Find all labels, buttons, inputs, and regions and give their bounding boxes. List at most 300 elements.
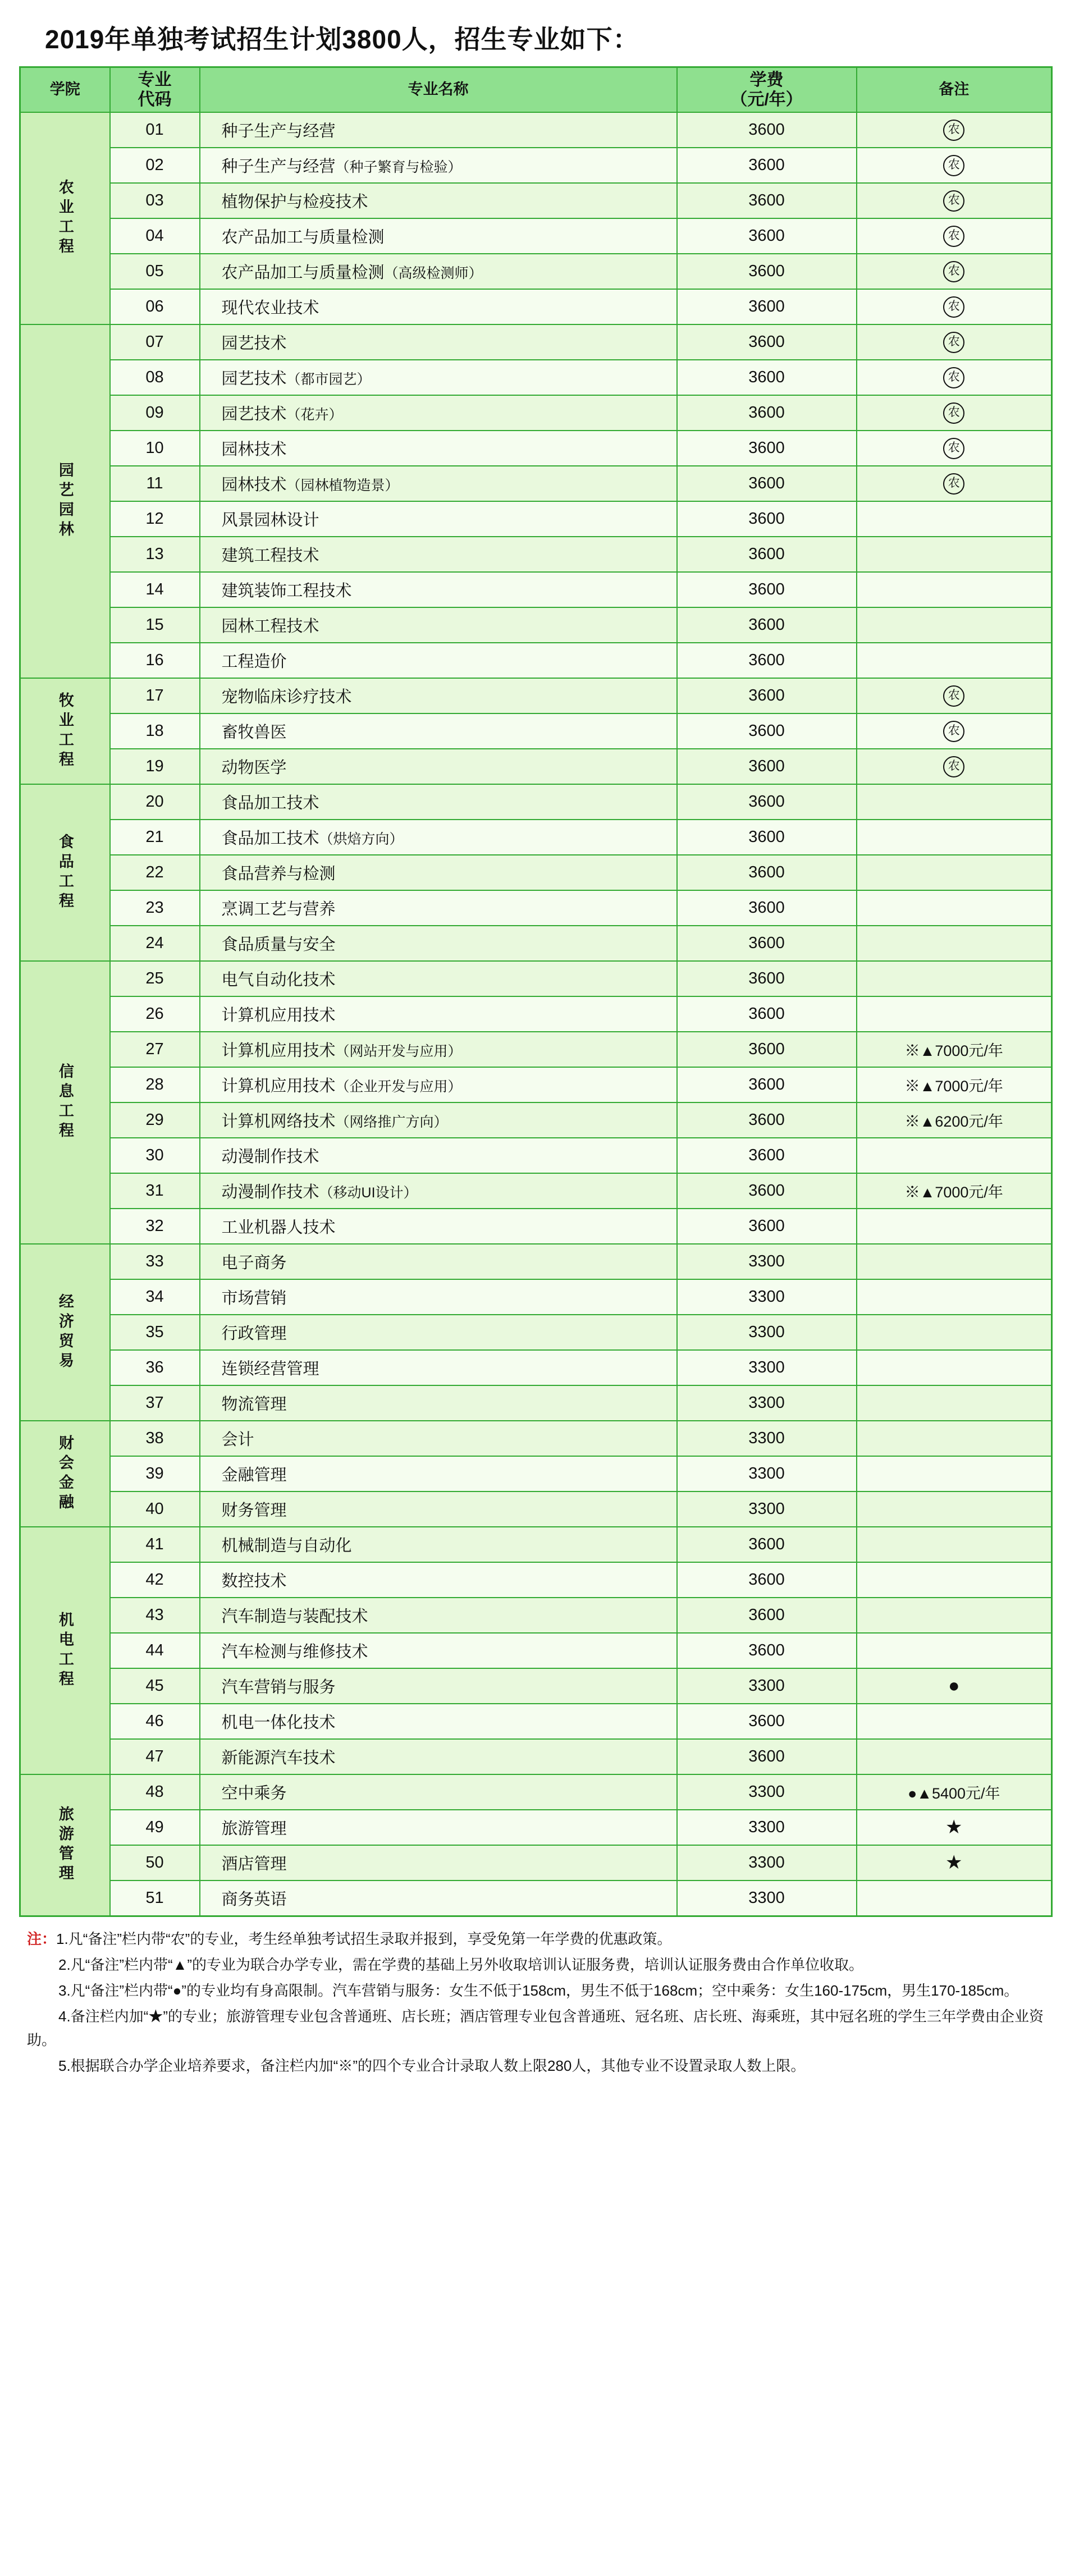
major-code-cell: 50 [110,1845,200,1880]
column-header-note: 备注 [857,67,1052,113]
tuition-fee-cell: 3600 [677,1209,857,1244]
table-row [20,183,1052,218]
major-name-cell: 畜牧兽医 [200,713,677,749]
major-name-cell: 园艺技术（花卉） [200,395,677,431]
major-name-cell: 植物保护与检疫技术 [200,183,677,218]
agriculture-free-tuition-icon: 农 [943,226,964,247]
note-cell [857,784,1052,820]
major-name-cell: 动物医学 [200,749,677,784]
tuition-fee-cell: 3600 [677,1138,857,1173]
table-row [20,643,1052,678]
agriculture-free-tuition-icon: 农 [943,296,964,318]
tuition-fee-cell: 3600 [677,1633,857,1668]
major-name-cell: 种子生产与经营（种子繁育与检验） [200,148,677,183]
major-name-cell: 会计 [200,1421,677,1456]
major-code-cell: 35 [110,1315,200,1350]
footnote-item: 3.凡“备注”栏内带“●”的专业均有身高限制。汽车营销与服务：女生不低于158cm，男生不低于168cm；空中乘务：女生160-175cm，男生170-185cm。 [58,1982,1019,1999]
tuition-fee-cell: 3300 [677,1456,857,1491]
note-cell [857,678,1052,713]
tuition-fee-cell: 3600 [677,607,857,643]
major-code-cell: 02 [110,148,200,183]
note-cell [857,1704,1052,1739]
note-cell [857,324,1052,360]
tuition-fee-cell: 3300 [677,1491,857,1527]
table-row [20,1774,1052,1810]
major-name-cell: 汽车检测与维修技术 [200,1633,677,1668]
major-name-cell: 食品加工技术（烘焙方向） [200,820,677,855]
major-name-cell: 机电一体化技术 [200,1704,677,1739]
agriculture-free-tuition-icon: 农 [943,367,964,388]
agriculture-free-tuition-icon: 农 [943,473,964,495]
major-name-cell: 食品加工技术 [200,784,677,820]
major-name-suffix: （花卉） [286,407,343,423]
major-name-cell: 行政管理 [200,1315,677,1350]
major-code-cell: 05 [110,254,200,289]
major-code-cell: 43 [110,1598,200,1633]
table-row [20,218,1052,254]
table-row [20,1845,1052,1880]
college-name: 牧业工程 [56,692,74,771]
major-name-cell: 连锁经营管理 [200,1350,677,1385]
table-row [20,1032,1052,1067]
major-name-cell: 空中乘务 [200,1774,677,1810]
major-name-cell: 计算机应用技术（网站开发与应用） [200,1032,677,1067]
major-code-cell: 11 [110,466,200,501]
agriculture-free-tuition-icon: 农 [943,402,964,424]
major-name-cell: 建筑装饰工程技术 [200,572,677,607]
column-header-college: 学院 [20,67,110,113]
major-code-cell: 40 [110,1491,200,1527]
major-name-cell: 农产品加工与质量检测（高级检测师） [200,254,677,289]
tuition-fee-cell: 3600 [677,289,857,324]
major-name-cell: 现代农业技术 [200,289,677,324]
tuition-fee-cell: 3600 [677,961,857,996]
table-row [20,572,1052,607]
note-cell [857,1845,1052,1880]
note-cell [857,1810,1052,1845]
table-row [20,1598,1052,1633]
major-name-cell: 新能源汽车技术 [200,1739,677,1774]
note-cell [857,289,1052,324]
table-row [20,1668,1052,1704]
college-name: 财会金融 [56,1434,74,1513]
major-name-suffix: （移动UI设计） [319,1185,418,1201]
major-code-cell: 16 [110,643,200,678]
table-row [20,1739,1052,1774]
major-name-cell: 金融管理 [200,1456,677,1491]
major-name-suffix: （高级检测师） [384,266,483,281]
tuition-fee-cell: 3600 [677,112,857,148]
tuition-fee-cell: 3300 [677,1810,857,1845]
note-cell [857,1880,1052,1916]
note-cell [857,1385,1052,1421]
note-cell [857,1562,1052,1598]
major-name-cell: 计算机应用技术 [200,996,677,1032]
note-cell [857,360,1052,395]
note-cell [857,996,1052,1032]
table-row [20,1385,1052,1421]
college-cell [20,1774,110,1916]
note-cell [857,1421,1052,1456]
table-row [20,1491,1052,1527]
tuition-fee-cell: 3600 [677,360,857,395]
column-header-fee-line1: 学费 [749,70,784,89]
major-code-cell: 03 [110,183,200,218]
major-code-cell: 22 [110,855,200,890]
college-name: 信息工程 [56,1063,74,1142]
major-code-cell: 41 [110,1527,200,1562]
agriculture-free-tuition-icon: 农 [943,261,964,282]
major-code-cell: 30 [110,1138,200,1173]
column-header-fee-line2: （元/年） [730,90,803,109]
tuition-fee-cell: 3600 [677,996,857,1032]
tuition-fee-cell: 3600 [677,1704,857,1739]
agriculture-free-tuition-icon: 农 [943,190,964,212]
table-row [20,1173,1052,1209]
table-row [20,431,1052,466]
major-code-cell: 04 [110,218,200,254]
tuition-fee-cell: 3600 [677,749,857,784]
major-name-cell: 商务英语 [200,1880,677,1916]
major-name-cell: 电子商务 [200,1244,677,1279]
tuition-fee-cell: 3600 [677,643,857,678]
table-row [20,537,1052,572]
table-row [20,148,1052,183]
college-name: 机电工程 [56,1611,74,1690]
major-name-cell: 园林技术 [200,431,677,466]
agriculture-free-tuition-icon: 农 [943,756,964,777]
note-cell [857,749,1052,784]
major-code-cell: 23 [110,890,200,926]
major-code-cell: 26 [110,996,200,1032]
table-row [20,289,1052,324]
major-name-cell: 风景园林设计 [200,501,677,537]
note-cell [857,254,1052,289]
tuition-fee-cell: 3300 [677,1880,857,1916]
college-name: 食品工程 [56,833,74,912]
major-code-cell: 09 [110,395,200,431]
table-row [20,961,1052,996]
note-cell [857,1491,1052,1527]
note-cell [857,1209,1052,1244]
agriculture-free-tuition-icon: 农 [943,438,964,459]
major-name-cell: 财务管理 [200,1491,677,1527]
major-name-cell: 机械制造与自动化 [200,1527,677,1562]
note-cell [857,1527,1052,1562]
note-cell [857,1633,1052,1668]
major-name-suffix: （烘焙方向） [319,831,404,847]
major-code-cell: 28 [110,1067,200,1102]
major-code-cell: 49 [110,1810,200,1845]
major-name-cell: 计算机应用技术（企业开发与应用） [200,1067,677,1102]
note-cell [857,890,1052,926]
table-row [20,1138,1052,1173]
note-cell [857,148,1052,183]
tuition-fee-cell: 3600 [677,1102,857,1138]
tuition-fee-cell: 3600 [677,148,857,183]
tuition-fee-cell: 3600 [677,784,857,820]
major-name-cell: 农产品加工与质量检测 [200,218,677,254]
tuition-fee-cell: 3600 [677,1527,857,1562]
agriculture-free-tuition-icon: 农 [943,332,964,353]
major-code-cell: 34 [110,1279,200,1315]
tuition-fee-cell: 3600 [677,926,857,961]
table-row [20,749,1052,784]
note-cell [857,926,1052,961]
tuition-fee-cell: 3300 [677,1279,857,1315]
note-cell: ※▲7000元/年 [857,1032,1052,1067]
tuition-fee-cell: 3600 [677,218,857,254]
table-row [20,1527,1052,1562]
table-row [20,1880,1052,1916]
footnote-item: 2.凡“备注”栏内带“▲”的专业为联合办学专业，需在学费的基础上另外收取培训认证服务费，培训认证服务费由合作单位收取。 [58,1956,864,1973]
major-name-cell: 数控技术 [200,1562,677,1598]
major-code-cell: 44 [110,1633,200,1668]
major-name-cell: 动漫制作技术（移动UI设计） [200,1173,677,1209]
tuition-fee-cell: 3300 [677,1421,857,1456]
note-cell [857,1739,1052,1774]
major-name-cell: 园艺技术 [200,324,677,360]
major-code-cell: 36 [110,1350,200,1385]
table-row [20,1810,1052,1845]
table-row [20,713,1052,749]
table-row [20,1244,1052,1279]
college-cell [20,324,110,678]
note-cell [857,820,1052,855]
tuition-fee-cell: 3600 [677,1739,857,1774]
major-name-cell: 电气自动化技术 [200,961,677,996]
table-row [20,360,1052,395]
column-header-code-line2: 代码 [138,90,172,109]
major-code-cell: 07 [110,324,200,360]
major-code-cell: 51 [110,1880,200,1916]
major-name-cell: 物流管理 [200,1385,677,1421]
major-name-cell: 汽车营销与服务 [200,1668,677,1704]
admission-plan-table [19,66,1053,1917]
major-code-cell: 08 [110,360,200,395]
tuition-fee-cell: 3600 [677,537,857,572]
major-name-cell: 食品质量与安全 [200,926,677,961]
table-row [20,784,1052,820]
note-cell [857,1279,1052,1315]
table-row [20,1421,1052,1456]
tuition-fee-cell: 3600 [677,466,857,501]
agriculture-free-tuition-icon: 农 [943,721,964,742]
major-name-cell: 食品营养与检测 [200,855,677,890]
agriculture-free-tuition-icon: 农 [943,685,964,707]
note-cell [857,713,1052,749]
agriculture-free-tuition-icon: 农 [943,120,964,141]
column-header-fee [677,67,857,113]
major-code-cell: 20 [110,784,200,820]
tuition-fee-cell: 3600 [677,820,857,855]
major-name-suffix: （网络推广方向） [335,1114,448,1130]
note-cell [857,395,1052,431]
table-row [20,855,1052,890]
major-name-cell: 烹调工艺与营养 [200,890,677,926]
note-cell [857,643,1052,678]
footnote-item: 5.根据联合办学企业培养要求，备注栏内加“※”的四个专业合计录取人数上限280人，其他专业不设置录取人数上限。 [58,2057,806,2075]
tuition-fee-cell: 3300 [677,1244,857,1279]
note-cell [857,112,1052,148]
tuition-fee-cell: 3600 [677,1067,857,1102]
major-code-cell: 06 [110,289,200,324]
major-name-cell: 工业机器人技术 [200,1209,677,1244]
major-code-cell: 48 [110,1774,200,1810]
major-code-cell: 01 [110,112,200,148]
major-code-cell: 38 [110,1421,200,1456]
note-cell [857,572,1052,607]
major-code-cell: 19 [110,749,200,784]
note-cell: ※▲6200元/年 [857,1102,1052,1138]
major-code-cell: 15 [110,607,200,643]
note-cell: ※▲7000元/年 [857,1067,1052,1102]
major-name-suffix: （网站开发与应用） [335,1044,462,1059]
table-row [20,466,1052,501]
major-code-cell: 24 [110,926,200,961]
major-name-cell: 计算机网络技术（网络推广方向） [200,1102,677,1138]
table-row [20,1562,1052,1598]
table-row [20,254,1052,289]
table-row [20,501,1052,537]
column-header-code-line1: 专业 [138,70,172,89]
major-code-cell: 12 [110,501,200,537]
table-header [20,67,1052,113]
major-name-cell: 酒店管理 [200,1845,677,1880]
major-code-cell: 31 [110,1173,200,1209]
tuition-fee-cell: 3600 [677,1562,857,1598]
note-cell [857,218,1052,254]
major-code-cell: 18 [110,713,200,749]
major-code-cell: 27 [110,1032,200,1067]
note-cell: ●▲5400元/年 [857,1774,1052,1810]
tuition-fee-cell: 3600 [677,855,857,890]
footnote-item: 4.备注栏内加“★”的专业；旅游管理专业包含普通班、店长班；酒店管理专业包含普通班、冠名班、店长班、海乘班，其中冠名班的学生三年学费由企业资助。 [27,2007,1044,2048]
major-name-suffix: （企业开发与应用） [335,1079,462,1095]
tuition-fee-cell: 3600 [677,1032,857,1067]
note-cell [857,537,1052,572]
tuition-fee-cell: 3300 [677,1315,857,1350]
note-cell [857,1456,1052,1491]
agriculture-free-tuition-icon: 农 [943,155,964,176]
college-cell [20,1527,110,1774]
table-row [20,1315,1052,1350]
major-code-cell: 45 [110,1668,200,1704]
major-code-cell: 25 [110,961,200,996]
major-code-cell: 21 [110,820,200,855]
table-row [20,820,1052,855]
major-name-cell: 旅游管理 [200,1810,677,1845]
tuition-fee-cell: 3600 [677,501,857,537]
note-cell [857,1598,1052,1633]
major-name-cell: 市场营销 [200,1279,677,1315]
note-cell [857,961,1052,996]
major-code-cell: 46 [110,1704,200,1739]
table-row [20,607,1052,643]
major-name-cell: 宠物临床诊疗技术 [200,678,677,713]
tuition-fee-cell: 3300 [677,1668,857,1704]
college-cell [20,961,110,1244]
tuition-fee-cell: 3600 [677,713,857,749]
college-cell [20,678,110,784]
footnote-item: 注：1.凡“备注”栏内带“农”的专业，考生经单独考试招生录取并报到，享受免第一年学费的优惠政策。 [27,1930,672,1947]
tuition-fee-cell: 3600 [677,890,857,926]
table-body [20,112,1052,1916]
tuition-fee-cell: 3300 [677,1774,857,1810]
major-name-cell: 动漫制作技术 [200,1138,677,1173]
table-row [20,1279,1052,1315]
table-row [20,1633,1052,1668]
college-name: 旅游管理 [56,1805,74,1884]
table-row [20,1209,1052,1244]
note-cell [857,466,1052,501]
note-cell [857,1315,1052,1350]
major-name-cell: 种子生产与经营 [200,112,677,148]
tuition-fee-cell: 3600 [677,678,857,713]
tuition-fee-cell: 3600 [677,1173,857,1209]
star-icon: ★ [945,1817,963,1838]
note-cell [857,1350,1052,1385]
tuition-fee-cell: 3300 [677,1845,857,1880]
star-icon: ★ [945,1852,963,1873]
tuition-fee-cell: 3600 [677,395,857,431]
note-cell [857,431,1052,466]
note-cell [857,183,1052,218]
column-header-code [110,67,200,113]
tuition-fee-cell: 3600 [677,1598,857,1633]
major-code-cell: 47 [110,1739,200,1774]
table-row [20,926,1052,961]
height-requirement-icon: ● [948,1675,960,1696]
major-name-cell: 汽车制造与装配技术 [200,1598,677,1633]
major-name-suffix: （园林植物造景） [286,478,399,493]
tuition-fee-cell: 3300 [677,1385,857,1421]
column-header-major-name: 专业名称 [200,67,677,113]
college-name: 园艺园林 [56,462,74,541]
note-cell [857,501,1052,537]
major-name-suffix: （都市园艺） [286,372,371,387]
major-name-cell: 园林工程技术 [200,607,677,643]
table-row [20,112,1052,148]
table-row [20,1102,1052,1138]
tuition-fee-cell: 3600 [677,431,857,466]
tuition-fee-cell: 3600 [677,254,857,289]
footnote-label: 注： [27,1930,57,1947]
table-row [20,996,1052,1032]
major-code-cell: 39 [110,1456,200,1491]
college-cell [20,112,110,324]
note-cell [857,1668,1052,1704]
major-code-cell: 29 [110,1102,200,1138]
table-row [20,1456,1052,1491]
major-code-cell: 37 [110,1385,200,1421]
table-row [20,1704,1052,1739]
table-row [20,324,1052,360]
college-cell [20,784,110,961]
tuition-fee-cell: 3600 [677,183,857,218]
college-cell [20,1244,110,1421]
major-name-suffix: （种子繁育与检验） [335,159,462,175]
major-code-cell: 42 [110,1562,200,1598]
major-name-cell: 园林技术（园林植物造景） [200,466,677,501]
table-row [20,678,1052,713]
major-code-cell: 33 [110,1244,200,1279]
major-name-cell: 园艺技术（都市园艺） [200,360,677,395]
tuition-fee-cell: 3600 [677,324,857,360]
note-cell [857,1244,1052,1279]
major-code-cell: 32 [110,1209,200,1244]
major-name-cell: 建筑工程技术 [200,537,677,572]
